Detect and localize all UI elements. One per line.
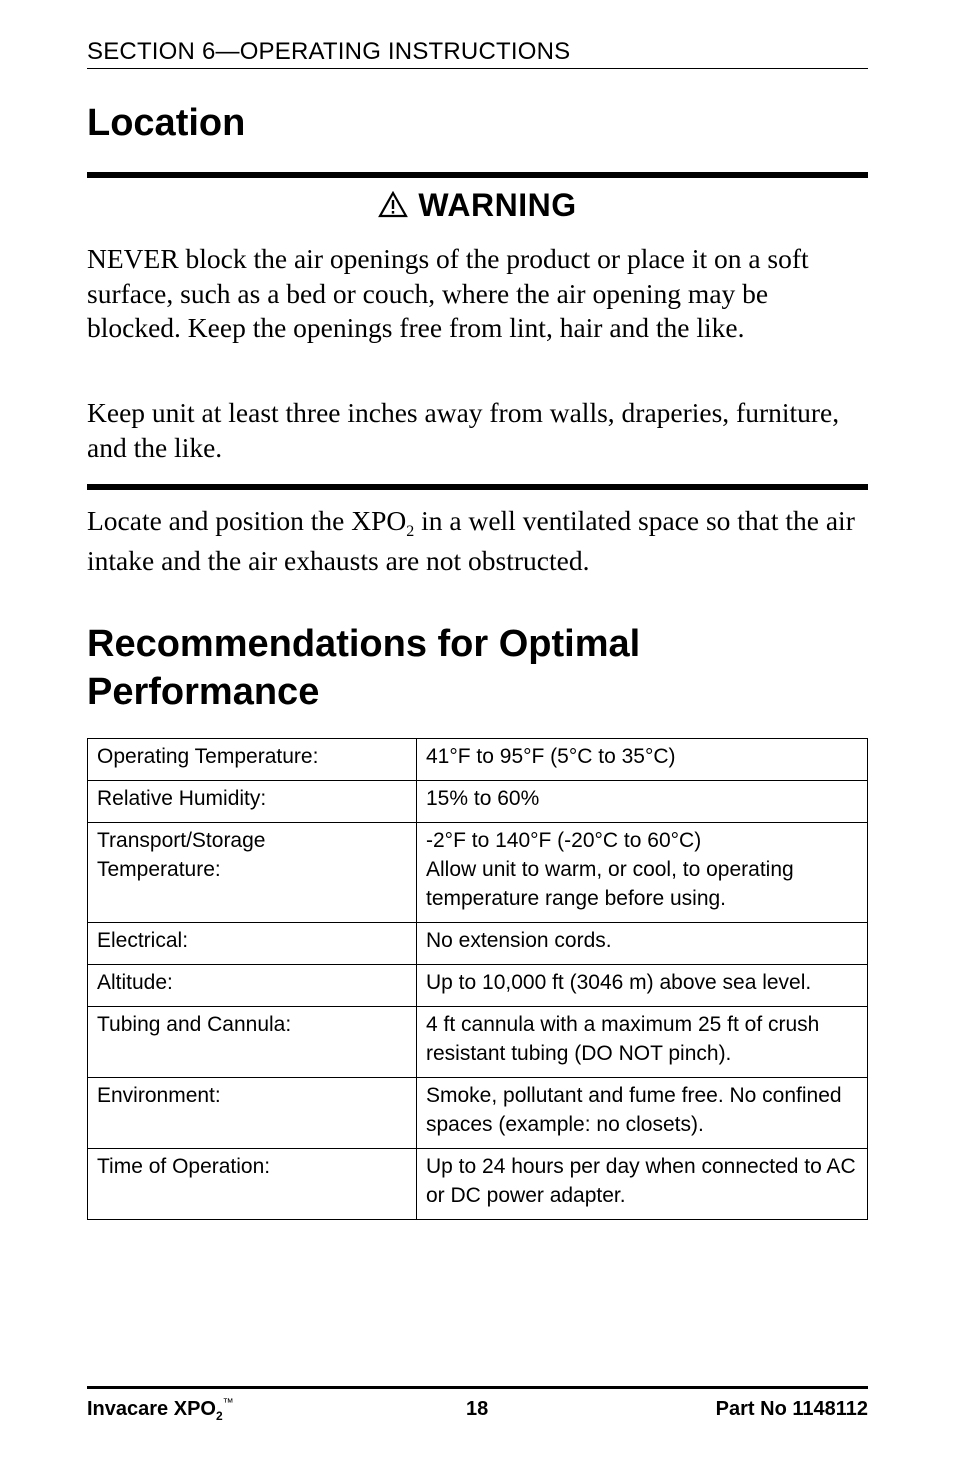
warning-top-rule [87,172,868,178]
warning-title [87,186,868,226]
footer-product [87,1396,234,1422]
row-value: Smoke, pollutant and fume free. No confined spaces (example: no closets). [417,1078,868,1149]
recommendations-heading: Recommendations for Optimal Performance [87,623,641,713]
warning-label: WARNING [418,187,577,223]
row-label: Tubing and Cannula: [88,1007,417,1078]
warning-paragraph-2: Keep unit at least three inches away from walls, draperies, furniture, and the like. [87,397,840,463]
warning-paragraph-1: NEVER block the air openings of the product or place it on a soft surface, such as a bed or couch, where the air opening may be blocked. Keep the openings free from lint, hair and the like. [87,243,809,343]
table-row [88,965,868,1007]
row-label: Relative Humidity: [88,781,417,823]
location-text-start: Locate and position the XPO [87,505,407,536]
trademark-symbol: ™ [222,1397,234,1409]
table-row [88,739,868,781]
table-row [88,923,868,965]
location-heading: Location [87,102,246,144]
row-value: 15% to 60% [417,781,868,823]
section-header: SECTION 6—OPERATING INSTRUCTIONS [87,38,868,69]
row-value: Up to 10,000 ft (3046 m) above sea level. [417,965,868,1007]
row-value: -2°F to 140°F (-20°C to 60°C) Allow unit to warm, or cool, to operating temperature range before using. [417,823,868,923]
subscript-2: 2 [406,523,415,540]
page-number: 18 [466,1398,489,1420]
footer-product-name: Invacare XPO [87,1398,216,1420]
row-label: Operating Temperature: [88,739,417,781]
manual-page [87,0,868,1475]
location-paragraph [87,501,868,581]
row-value: 41°F to 95°F (5°C to 35°C) [417,739,868,781]
warning-bottom-rule [87,484,868,490]
table-row [88,823,868,923]
table-row [88,1078,868,1149]
table-row [88,781,868,823]
location-text-end: in a well ventilated space so that the air intake and the air exhausts are not obstructed. [87,505,855,576]
part-number: Part No 1148112 [715,1398,868,1420]
page-footer [87,1396,868,1426]
row-label: Environment: [88,1078,417,1149]
footer-product-subscript: 2 [215,1409,223,1423]
footer-rule [87,1386,868,1389]
table-row [88,1149,868,1220]
row-value: No extension cords. [417,923,868,965]
row-value: 4 ft cannula with a maximum 25 ft of crush resistant tubing (DO NOT pinch). [417,1007,868,1078]
row-value: Up to 24 hours per day when connected to AC or DC power adapter. [417,1149,868,1220]
table-row [88,1007,868,1078]
warning-triangle-icon [378,188,408,226]
row-label: Altitude: [88,965,417,1007]
row-label: Time of Operation: [88,1149,417,1220]
row-label: Electrical: [88,923,417,965]
row-label: Transport/Storage Temperature: [88,823,417,923]
recommendations-table [87,738,868,1220]
